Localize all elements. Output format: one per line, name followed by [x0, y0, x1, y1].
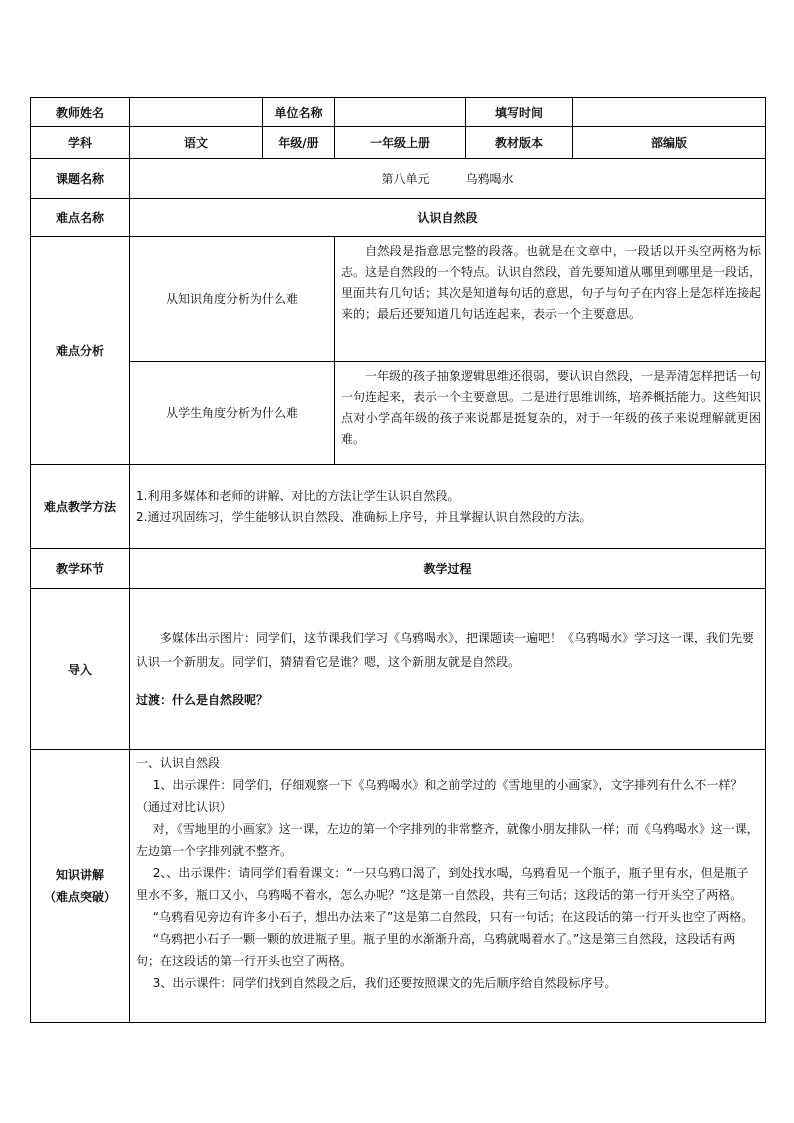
intro-content: [130, 589, 766, 750]
subject-label: 学科: [31, 127, 130, 159]
stage-label: 教学环节: [31, 549, 130, 589]
knowledge-paragraph: 1、出示课件：同学们，仔细观察一下《乌鸦喝水》和之前学过的《雪地里的小画家》，文字排列有什么不一样？（通过对比认识）: [136, 778, 743, 814]
difficulty-value: 认识自然段: [130, 199, 766, 237]
lesson-title: 乌鸦喝水: [465, 172, 514, 186]
knowledge-label-line2: （难点突破）: [43, 890, 116, 904]
knowledge-angle-label: 从知识角度分析为什么难: [130, 237, 335, 362]
intro-text: 多媒体出示图片：同学们，这节课我们学习《乌鸦喝水》，把课题读一遍吧！《乌鸦喝水》学习这一课，我们先要认识一个新朋友。同学们，猜猜看它是谁？嗯，这个新朋友就是自然段。: [136, 631, 755, 669]
student-angle-label: 从学生角度分析为什么难: [130, 362, 335, 465]
method-item-2: 2.通过巩固练习，学生能够认识自然段、准确标上序号，并且掌握认识自然段的方法。: [136, 509, 592, 524]
process-label: 教学过程: [130, 549, 766, 589]
lesson-plan-table: [30, 97, 766, 1023]
lesson-title-cell: [130, 159, 766, 199]
knowledge-paragraph: 3、出示课件：同学们找到自然段之后，我们还要按照课文的先后顺序给自然段标序号。: [152, 976, 617, 990]
grade-label: 年级/册: [263, 127, 335, 159]
intro-row: [31, 589, 766, 750]
teacher-name-value: [130, 98, 263, 127]
difficulty-label: 难点名称: [31, 199, 130, 237]
process-header-row: [31, 549, 766, 589]
knowledge-heading: 一、认识自然段: [136, 756, 221, 770]
knowledge-row: [31, 750, 766, 1023]
knowledge-paragraph: “乌鸦看见旁边有许多小石子，想出办法来了”这是第二自然段，只有一句话；在这段话的第一行开头也空了两格。: [152, 910, 754, 924]
knowledge-paragraph: “乌鸦把小石子一颗一颗的放进瓶子里。瓶子里的水渐渐升高，乌鸦就喝着水了。”这是第三自然段，这段话有两句；在这段话的第一行开头也空了两格。: [136, 932, 736, 968]
knowledge-label-line1: 知识讲解: [55, 868, 104, 882]
intro-transition: 过渡：什么是自然段呢？: [136, 693, 269, 707]
unit-name-value: [335, 98, 466, 127]
edition-label: 教材版本: [466, 127, 573, 159]
methods-list: [130, 465, 766, 549]
unit-name-label: 单位名称: [263, 98, 335, 127]
grade-value: 一年级上册: [335, 127, 466, 159]
analysis-knowledge-row: [31, 237, 766, 362]
fill-time-value: [573, 98, 766, 127]
method-item-1: 1.利用多媒体和老师的讲解、对比的方法让学生认识自然段。: [136, 488, 460, 503]
difficulty-row: [31, 199, 766, 237]
methods-row: [31, 465, 766, 549]
fill-time-label: 填写时间: [466, 98, 573, 127]
analysis-student-row: [31, 362, 766, 465]
knowledge-content: [130, 750, 766, 1023]
subject-value: 语文: [130, 127, 263, 159]
header-row-2: [31, 127, 766, 159]
knowledge-paragraph: 2、、出示课件：请同学们看看课文：“一只乌鸦口渴了，到处找水喝，乌鸦看见一个瓶子，瓶子里有水，但是瓶子里水不多，瓶口又小，乌鸦喝不着水，怎么办呢？”这是第一自然段，共有三句话；这段话的第一行开头空了两格。: [136, 866, 749, 902]
student-angle-text: 一年级的孩子抽象逻辑思维还很弱，要认识自然段，一是弄清怎样把话一句一句连起来，表示一个主要意思。二是进行思维训练，培养概括能力。这些知识点对小学高年级的孩子来说都是挺复杂的，对于一年级的孩子来说理解就更困难。: [335, 362, 766, 465]
intro-label: 导入: [31, 589, 130, 750]
lesson-row: [31, 159, 766, 199]
header-row-1: [31, 98, 766, 127]
analysis-label: 难点分析: [31, 237, 130, 465]
methods-label: 难点教学方法: [31, 465, 130, 549]
knowledge-label: [31, 750, 130, 1023]
knowledge-paragraph: 对，《雪地里的小画家》这一课，左边的第一个字排列的非常整齐，就像小朋友排队一样；而《乌鸦喝水》这一课，左边第一个字排列就不整齐。: [136, 822, 759, 858]
lesson-unit: 第八单元: [381, 172, 430, 186]
knowledge-angle-text: 自然段是指意思完整的段落。也就是在文章中，一段话以开头空两格为标志。这是自然段的一个特点。认识自然段，首先要知道从哪里到哪里是一段话，里面共有几句话；其次是知道每句话的意思，句子与句子在内容上是怎样连接起来的；最后还要知道几句话连起来，表示一个主要意思。: [335, 237, 766, 362]
teacher-name-label: 教师姓名: [31, 98, 130, 127]
lesson-label: 课题名称: [31, 159, 130, 199]
edition-value: 部编版: [573, 127, 766, 159]
